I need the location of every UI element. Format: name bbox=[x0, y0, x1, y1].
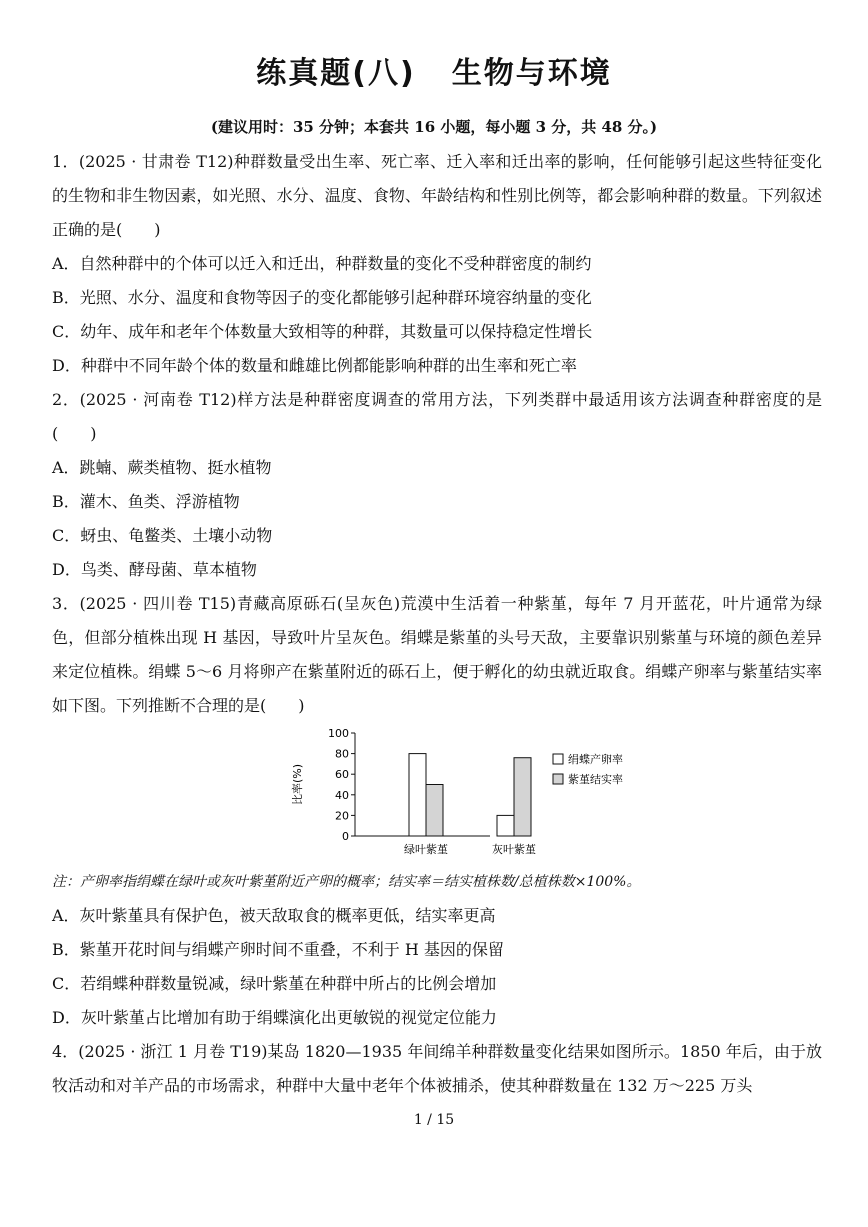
bar-gray-fruiting bbox=[514, 758, 531, 836]
question-2-stem: 2．(2025 · 河南卷 T12)样方法是种群密度调查的常用方法，下列类群中最适用该方法调查种群密度的是( ) bbox=[52, 390, 822, 443]
question-1-option-d: D．种群中不同年龄个体的数量和雌雄比例都能影响种群的出生率和死亡率 bbox=[52, 356, 577, 375]
question-1-stem: 1．(2025 · 甘肃卷 T12)种群数量受出生率、死亡率、迁入率和迁出率的影响，任何能够引起这些特征变化的生物和非生物因素，如光照、水分、温度、食物、年龄结构和性别比例等，都会影响种群的数量。下列叙述正确的是( ) bbox=[52, 152, 822, 239]
page-title bbox=[0, 48, 868, 92]
page-subtitle: (建议用时：35 分钟；本套共 16 小题，每小题 3 分，共 48 分。) bbox=[210, 118, 658, 136]
question-3-stem: 3．(2025 · 四川卷 T15)青藏高原砾石(呈灰色)荒漠中生活着一种紫堇，每年 7 月开蓝花，叶片通常为绿色，但部分植株出现 H 基因，导致叶片呈灰色。绢蝶是紫堇的头号天敌，主要靠识别紫堇与环境的颜色差异来定位植株。绢蝶 5～6 月将卵产在紫堇附近的砾石上，便于孵化的幼虫就近取食。绢蝶产卵率与紫堇结实率如下图。下列推断不合理的是( ) bbox=[52, 594, 822, 715]
question-2-option-d: D．鸟类、酵母菌、草本植物 bbox=[52, 560, 257, 579]
bar-green-oviposition bbox=[409, 754, 426, 836]
x-category-label: 绿叶紫堇 bbox=[404, 843, 448, 856]
title-topic: 生物与环境 bbox=[451, 56, 612, 91]
legend-label: 绢蝶产卵率 bbox=[568, 753, 623, 766]
question-3-note: 注：产卵率指绢蝶在绿叶或灰叶紫堇附近产卵的概率；结实率＝结实植株数/总植株数×100%。 bbox=[52, 874, 641, 890]
title-main: 练真题(八) bbox=[256, 56, 416, 91]
question-2-option-a: A．跳蝻、蕨类植物、挺水植物 bbox=[52, 458, 272, 477]
bar-gray-oviposition bbox=[497, 815, 514, 836]
legend-label: 紫堇结实率 bbox=[568, 773, 623, 786]
bar-green-fruiting bbox=[426, 785, 443, 837]
page-number: 1 / 15 bbox=[413, 1112, 455, 1128]
question-3-option-a: A．灰叶紫堇具有保护色，被天敌取食的概率更低，结实率更高 bbox=[52, 906, 496, 925]
y-tick-label: 0 bbox=[342, 830, 349, 843]
question-list bbox=[52, 145, 822, 1103]
y-tick-label: 100 bbox=[328, 727, 349, 740]
question-3-option-b: B．紫堇开花时间与绢蝶产卵时间不重叠，不利于 H 基因的保留 bbox=[52, 940, 504, 959]
y-axis-label: 比率(%) bbox=[291, 763, 304, 806]
legend-swatch bbox=[553, 774, 563, 784]
y-tick-label: 40 bbox=[335, 788, 349, 802]
y-tick-label: 60 bbox=[335, 768, 349, 782]
question-1-option-b: B．光照、水分、温度和食物等因子的变化都能够引起种群环境容纳量的变化 bbox=[52, 288, 592, 307]
question-1-option-a: A．自然种群中的个体可以迁入和迁出，种群数量的变化不受种群密度的制约 bbox=[52, 254, 592, 273]
x-category-label: 灰叶紫堇 bbox=[492, 843, 536, 856]
question-3-option-d: D．灰叶紫堇占比增加有助于绢蝶演化出更敏锐的视觉定位能力 bbox=[52, 1008, 497, 1027]
y-tick-label: 20 bbox=[335, 809, 349, 823]
question-3-option-c: C．若绢蝶种群数量锐减，绿叶紫堇在种群中所占的比例会增加 bbox=[52, 974, 497, 993]
legend-swatch bbox=[553, 754, 563, 764]
question-4-stem: 4．(2025 · 浙江 1 月卷 T19)某岛 1820—1935 年间绵羊种群数量变化结果如图所示。1850 年后，由于放牧活动和对羊产品的市场需求，种群中大量中老年个体被捕杀，使其种群数量在 132 万～225 万头 bbox=[52, 1042, 822, 1095]
question-2-option-b: B．灌木、鱼类、浮游植物 bbox=[52, 492, 240, 511]
bar-chart bbox=[285, 725, 645, 865]
question-1-option-c: C．幼年、成年和老年个体数量大致相等的种群，其数量可以保持稳定性增长 bbox=[52, 322, 593, 341]
question-2-option-c: C．蚜虫、龟鳖类、土壤小动物 bbox=[52, 526, 273, 545]
bar-chart-container bbox=[52, 725, 822, 865]
y-tick-label: 80 bbox=[335, 747, 349, 761]
